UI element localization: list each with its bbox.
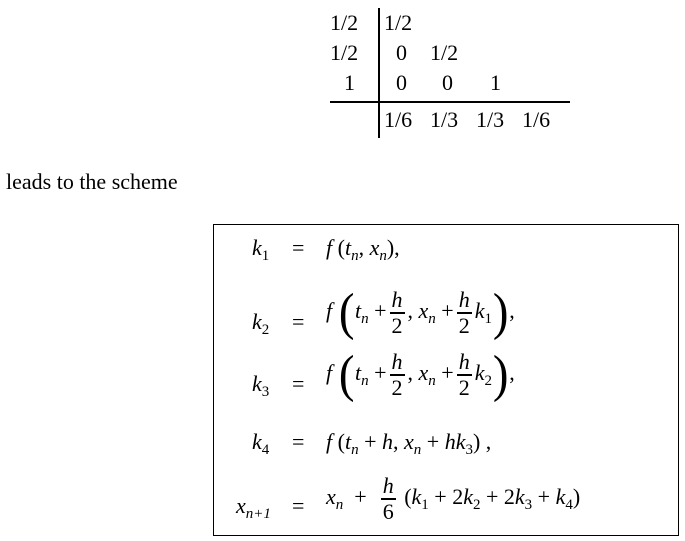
tableau-horizontal-rule [330,101,570,103]
tableau-a33: 1 [490,70,501,95]
tableau-b4: 1/6 [522,107,551,132]
tableau-a22: 1/2 [430,40,459,65]
xn1-lhs: $x_{n+1}$ [236,493,271,522]
rk4-scheme-box [213,224,679,536]
tableau-a11: 1/2 [384,10,413,35]
butcher-tableau [330,6,570,138]
k2-eq: = [292,309,305,334]
k4-eq: = [292,429,305,454]
k3-eq: = [292,371,305,396]
tableau-b3: 1/3 [476,107,505,132]
tableau-a21: 0 [396,40,407,65]
k3-rhs: f ($t_n$ + $\frac{h}{2}$ , $x_n$ + $\frac{h}{2}$ $k_2$), [326,345,515,403]
tableau-a31: 0 [396,70,407,95]
k1-eq: = [292,235,305,260]
tableau-b2: 1/3 [430,107,459,132]
k4-rhs: f ($t_n + h$, $x_n + hk_3$) , [326,429,492,458]
tableau-a32: 0 [442,70,453,95]
k2-lhs: $k_2$ [252,309,270,338]
xn1-eq: = [292,493,305,518]
xn1-rhs: $x_n$ + $\frac{h}{6}$ $(k_1 + 2k_2 + 2k_3 + k_4)$ [326,473,581,524]
tableau-vertical-rule [378,8,380,138]
k1-rhs: f ($t_n$, $x_n$), [326,235,400,264]
tableau-c2: 1/2 [330,40,359,65]
tableau-c1: 1/2 [330,10,359,35]
lead-in-text: leads to the scheme [6,169,178,194]
k3-lhs: $k_3$ [252,371,270,400]
k4-lhs: $k_4$ [252,429,270,458]
tableau-c3: 1 [344,70,355,95]
tableau-b1: 1/6 [384,107,413,132]
k1-lhs: $k_1$ [252,235,270,264]
k2-rhs: f ($t_n$ + $\frac{h}{2}$ , $x_n$ + $\frac{h}{2}$ $k_1$), [326,283,515,341]
